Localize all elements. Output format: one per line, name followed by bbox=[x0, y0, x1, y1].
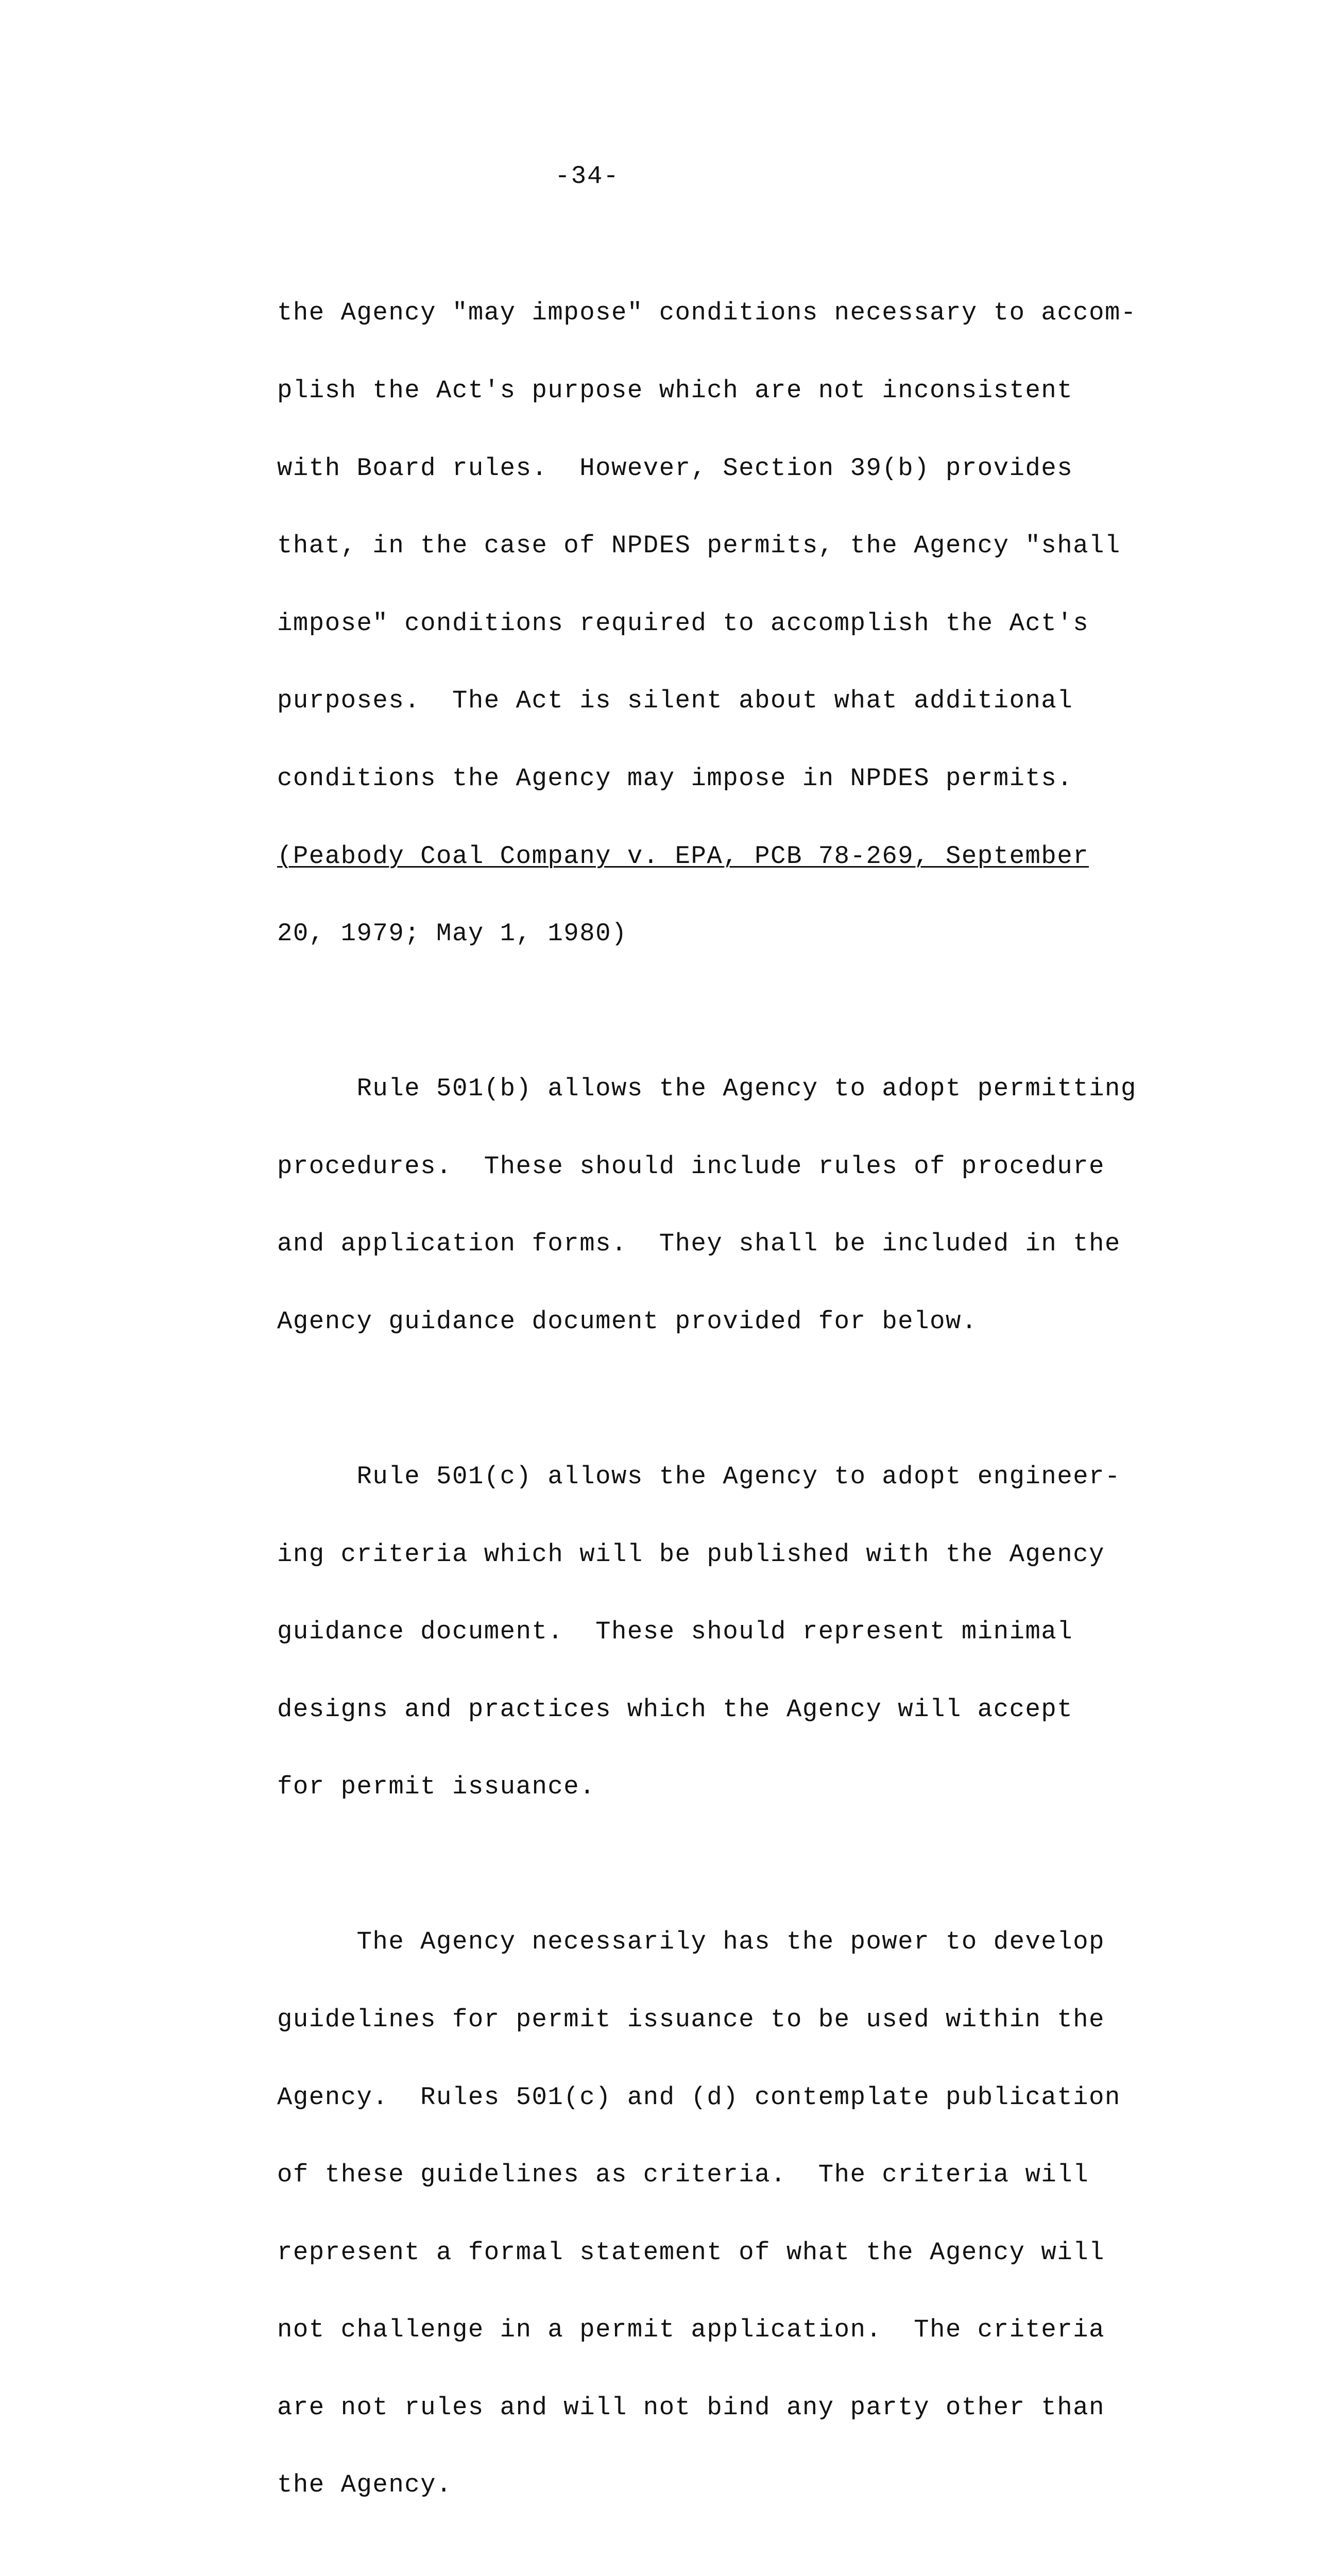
text-line: and application forms. They shall be included in the bbox=[277, 1229, 1121, 1259]
text-line: that, in the case of NPDES permits, the Agency "shall bbox=[277, 531, 1121, 561]
text-line: the Agency "may impose" conditions necessary to accom- bbox=[277, 298, 1137, 328]
text-line: for permit issuance. bbox=[277, 1772, 596, 1802]
text-line: of these guidelines as criteria. The criteria will bbox=[277, 2160, 1089, 2190]
paragraph-2 bbox=[277, 1024, 1184, 1386]
text-line: with Board rules. However, Section 39(b) provides bbox=[277, 453, 1073, 483]
paragraph-4 bbox=[277, 1877, 1184, 2550]
paragraph-3 bbox=[277, 1412, 1184, 1852]
paragraph-1 bbox=[277, 248, 1184, 998]
text-line: guidelines for permit issuance to be used within the bbox=[277, 2005, 1105, 2034]
text-line: The Agency necessarily has the power to develop bbox=[277, 1927, 1105, 1957]
text-line: purposes. The Act is silent about what additional bbox=[277, 686, 1073, 716]
text-line: the Agency. bbox=[277, 2470, 452, 2500]
text-line: are not rules and will not bind any party other than bbox=[277, 2393, 1105, 2422]
text-line: conditions the Agency may impose in NPDES permits. bbox=[277, 764, 1073, 793]
paragraph-5 bbox=[277, 2575, 1184, 2576]
text-line: represent a formal statement of what the Agency will bbox=[277, 2238, 1105, 2267]
text-line: ing criteria which will be published with the Agency bbox=[277, 1539, 1105, 1569]
text-line: Rule 501(b) allows the Agency to adopt permitting bbox=[277, 1074, 1137, 1104]
page-number: -34- bbox=[555, 162, 620, 191]
text-line: guidance document. These should represent minimal bbox=[277, 1617, 1073, 1647]
text-line: 20, 1979; May 1, 1980) bbox=[277, 919, 627, 948]
text-line: procedures. These should include rules of procedure bbox=[277, 1151, 1105, 1181]
text-line: Agency. Rules 501(c) and (d) contemplate publication bbox=[277, 2082, 1121, 2112]
text-line: Rule 501(c) allows the Agency to adopt engineer- bbox=[277, 1462, 1121, 1491]
document-body bbox=[277, 248, 1184, 2576]
text-line: not challenge in a permit application. The criteria bbox=[277, 2315, 1105, 2345]
text-line: designs and practices which the Agency will accept bbox=[277, 1694, 1073, 1724]
text-line: plish the Act's purpose which are not inconsistent bbox=[277, 376, 1073, 405]
case-citation-line: (Peabody Coal Company v. EPA, PCB 78-269, September bbox=[277, 841, 1089, 871]
text-line: Agency guidance document provided for below. bbox=[277, 1307, 978, 1336]
text-line: impose" conditions required to accomplish the Act's bbox=[277, 608, 1089, 638]
